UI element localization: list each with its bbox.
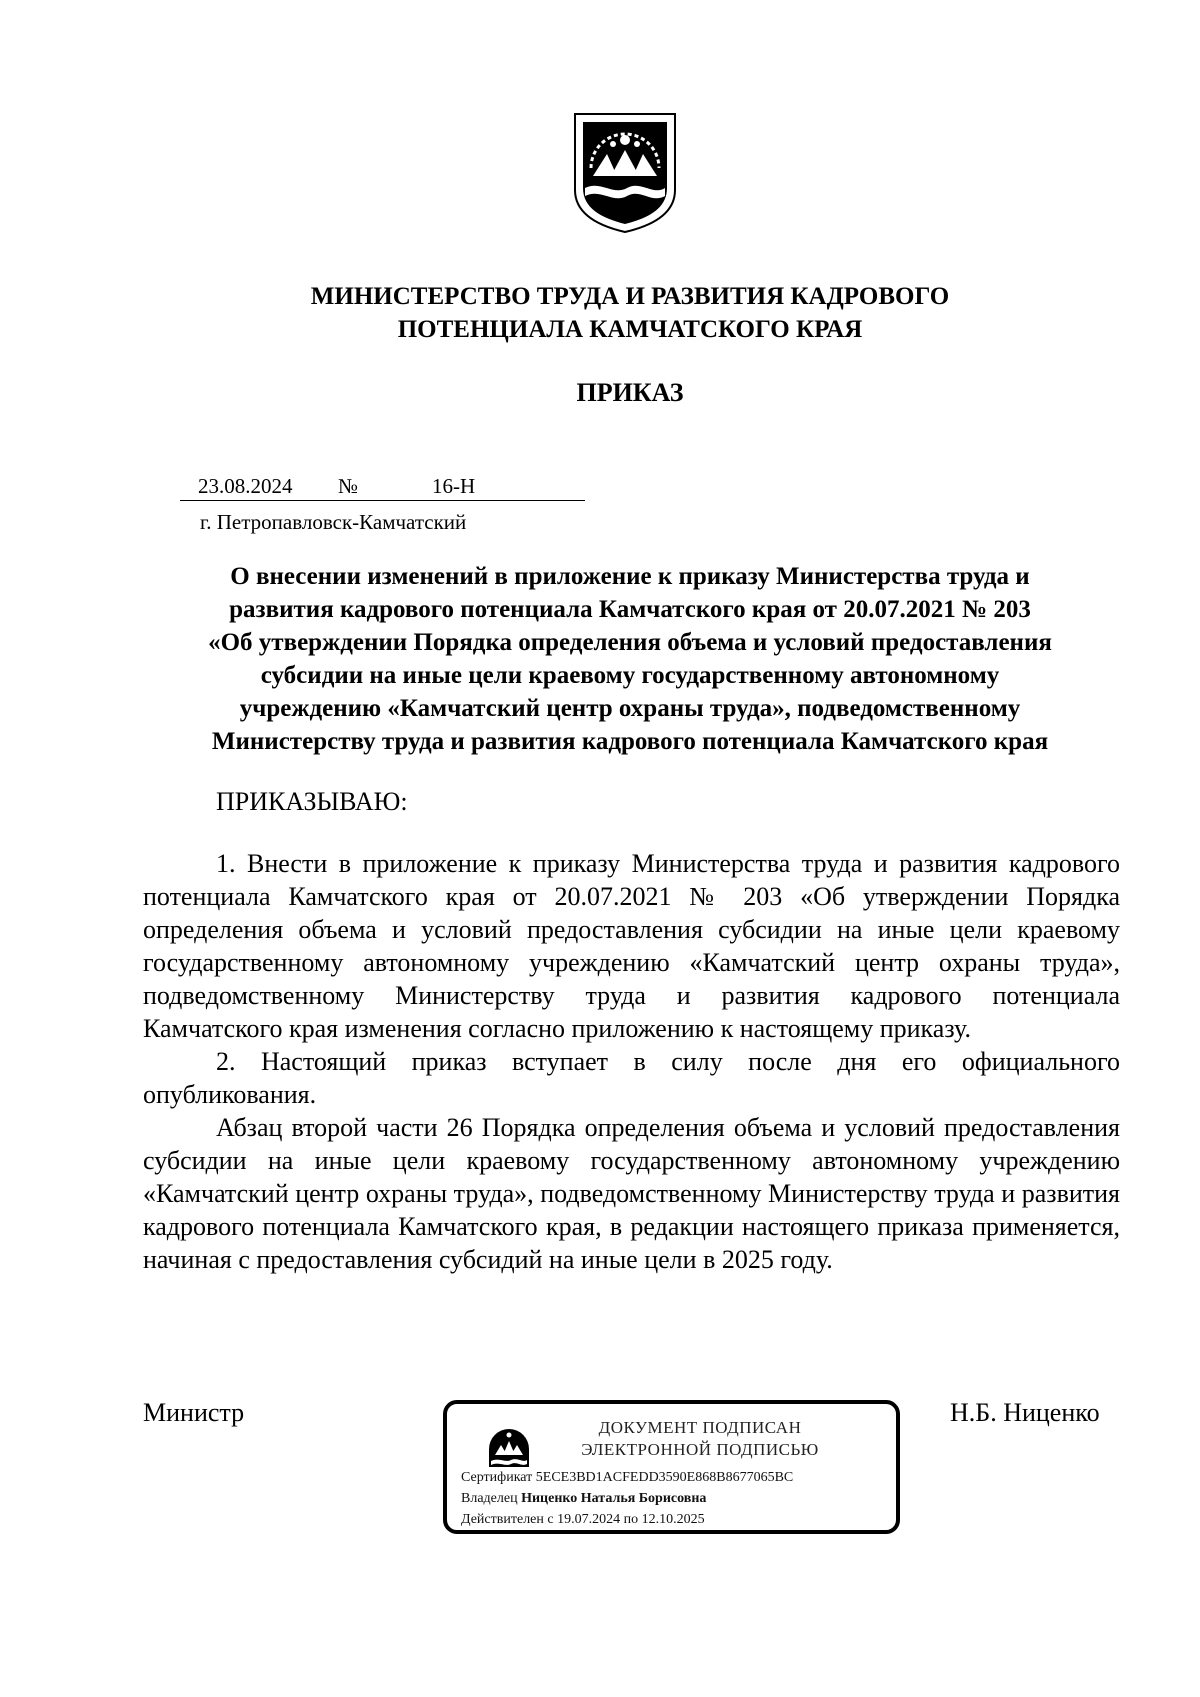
document-body	[143, 847, 1120, 1276]
order-number: 16-Н	[432, 474, 476, 498]
signer-name: Н.Б. Ниценко	[950, 1398, 1100, 1427]
stamp-emblem-icon	[485, 1423, 533, 1469]
stamp-heading	[565, 1417, 835, 1461]
body-paragraph: 1. Внести в приложение к приказу Министерства труда и развития кадрового потенциала Камчатского края от 20.07.2021 № 203 «Об утверждении Порядка определения объема и условий предоставления субсидии на иные цели краевому государственному автономному учреждению «Камчатский центр охраны труда», подведомственному Министерству труда и развития кадрового потенциала Камчатского края изменения согласно приложению к настоящему приказу.	[143, 849, 1120, 1043]
stamp-validity: Действителен с 19.07.2024 по 12.10.2025	[461, 1512, 705, 1527]
document-type: ПРИКАЗ	[576, 378, 684, 407]
stamp-heading-line1: ДОКУМЕНТ ПОДПИСАН	[598, 1418, 802, 1437]
title-line: развития кадрового потенциала Камчатского края от 20.07.2021 № 203	[229, 596, 1031, 623]
body-paragraph: Абзац второй части 26 Порядка определения объема и условий предоставления субсидии на иные цели краевому государственному автономному учреждению «Камчатский центр охраны труда», подведомственному Министерству труда и развития кадрового потенциала Камчатского края, в редакции настоящего приказа применяется, начиная с предоставления субсидий на иные цели в 2025 году.	[143, 1113, 1120, 1274]
title-line: «Об утверждении Порядка определения объема и условий предоставления	[208, 629, 1052, 656]
ministry-name	[140, 280, 1120, 346]
signer-position: Министр	[143, 1398, 245, 1427]
number-sign: №	[338, 474, 359, 498]
ministry-name-line2: ПОТЕНЦИАЛА КАМЧАТСКОГО КРАЯ	[397, 316, 863, 343]
stamp-certificate: Сертификат 5ECE3BD1ACFEDD3590E868B8677065BC	[461, 1470, 794, 1485]
ministry-name-line1: МИНИСТЕРСТВО ТРУДА И РАЗВИТИЯ КАДРОВОГО	[310, 283, 950, 310]
date-number-line	[180, 470, 585, 501]
title-line: О внесении изменений в приложение к приказу Министерства труда и	[230, 563, 1030, 590]
coat-of-arms-icon	[571, 110, 679, 236]
title-line: субсидии на иные цели краевому государственному автономному	[260, 662, 1000, 689]
city: г. Петропавловск-Камчатский	[200, 510, 467, 534]
stamp-heading-line2: ЭЛЕКТРОННОЙ ПОДПИСЬЮ	[581, 1440, 819, 1459]
body-paragraph: 2. Настоящий приказ вступает в силу после дня его официального опубликования.	[143, 1047, 1120, 1109]
electronic-signature-stamp	[443, 1400, 900, 1534]
document-title	[140, 560, 1120, 758]
order-word: ПРИКАЗЫВАЮ:	[216, 787, 408, 816]
stamp-owner: Владелец Ниценко Наталья Борисовна	[461, 1491, 707, 1506]
title-line: Министерству труда и развития кадрового потенциала Камчатского края	[211, 728, 1049, 755]
order-date: 23.08.2024	[198, 474, 293, 498]
title-line: учреждению «Камчатский центр охраны труда», подведомственному	[239, 695, 1021, 722]
